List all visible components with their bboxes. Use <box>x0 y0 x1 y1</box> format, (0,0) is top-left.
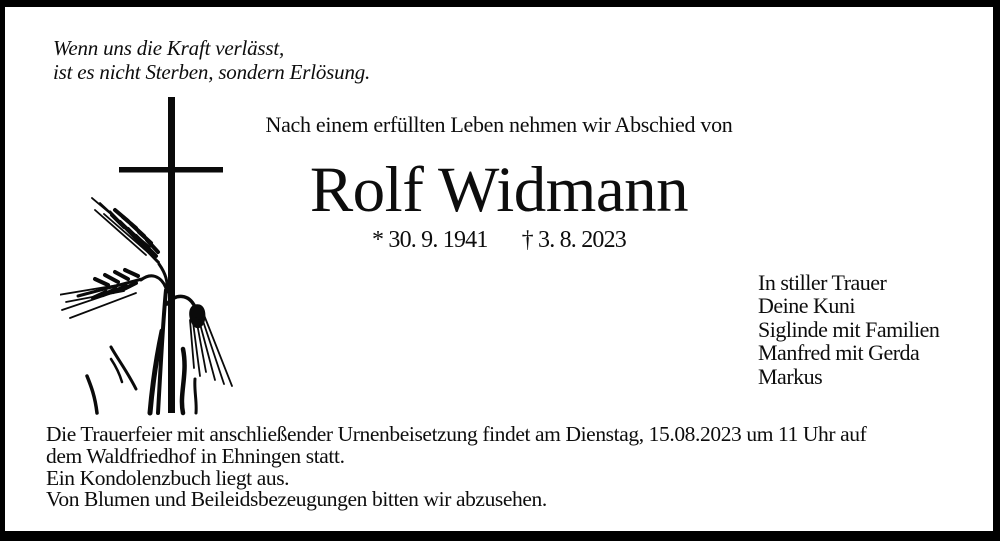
epigraph-quote <box>53 36 370 84</box>
funeral-details-line: Die Trauerfeier mit anschließender Urnenbeisetzung findet am Dienstag, 15.08.2023 um 11 Uhr auf <box>46 422 867 446</box>
funeral-details-line: Ein Kondolenzbuch liegt aus. <box>46 465 290 490</box>
mourner-line: Siglinde mit Familien <box>758 316 940 342</box>
epigraph-line-2: ist es nicht Sterben, sondern Erlösung. <box>53 60 371 84</box>
intro-line: Nach einem erfüllten Leben nehmen wir Abschied von <box>265 112 733 137</box>
mourner-line: Markus <box>758 363 823 389</box>
mourner-line: Manfred mit Gerda <box>758 340 920 366</box>
obituary-notice <box>5 7 993 531</box>
birth-date: * 30. 9. 1941 <box>371 227 488 253</box>
death-date: † 3. 8. 2023 <box>521 227 626 253</box>
funeral-details <box>46 424 866 511</box>
mourners-block <box>758 271 939 388</box>
cross-with-wheat-icon <box>60 90 250 420</box>
funeral-details-line: Von Blumen und Beileidsbezeugungen bitten wir abzusehen. <box>46 487 547 512</box>
epigraph-line-1: Wenn uns die Kraft verlässt, <box>53 36 285 60</box>
mourners-heading: In stiller Trauer <box>758 270 887 295</box>
life-dates <box>5 228 993 252</box>
mourner-line: Deine Kuni <box>758 293 856 319</box>
deceased-name: Rolf Widmann <box>309 154 689 226</box>
funeral-details-line: dem Waldfriedhof in Ehningen statt. <box>46 443 345 468</box>
